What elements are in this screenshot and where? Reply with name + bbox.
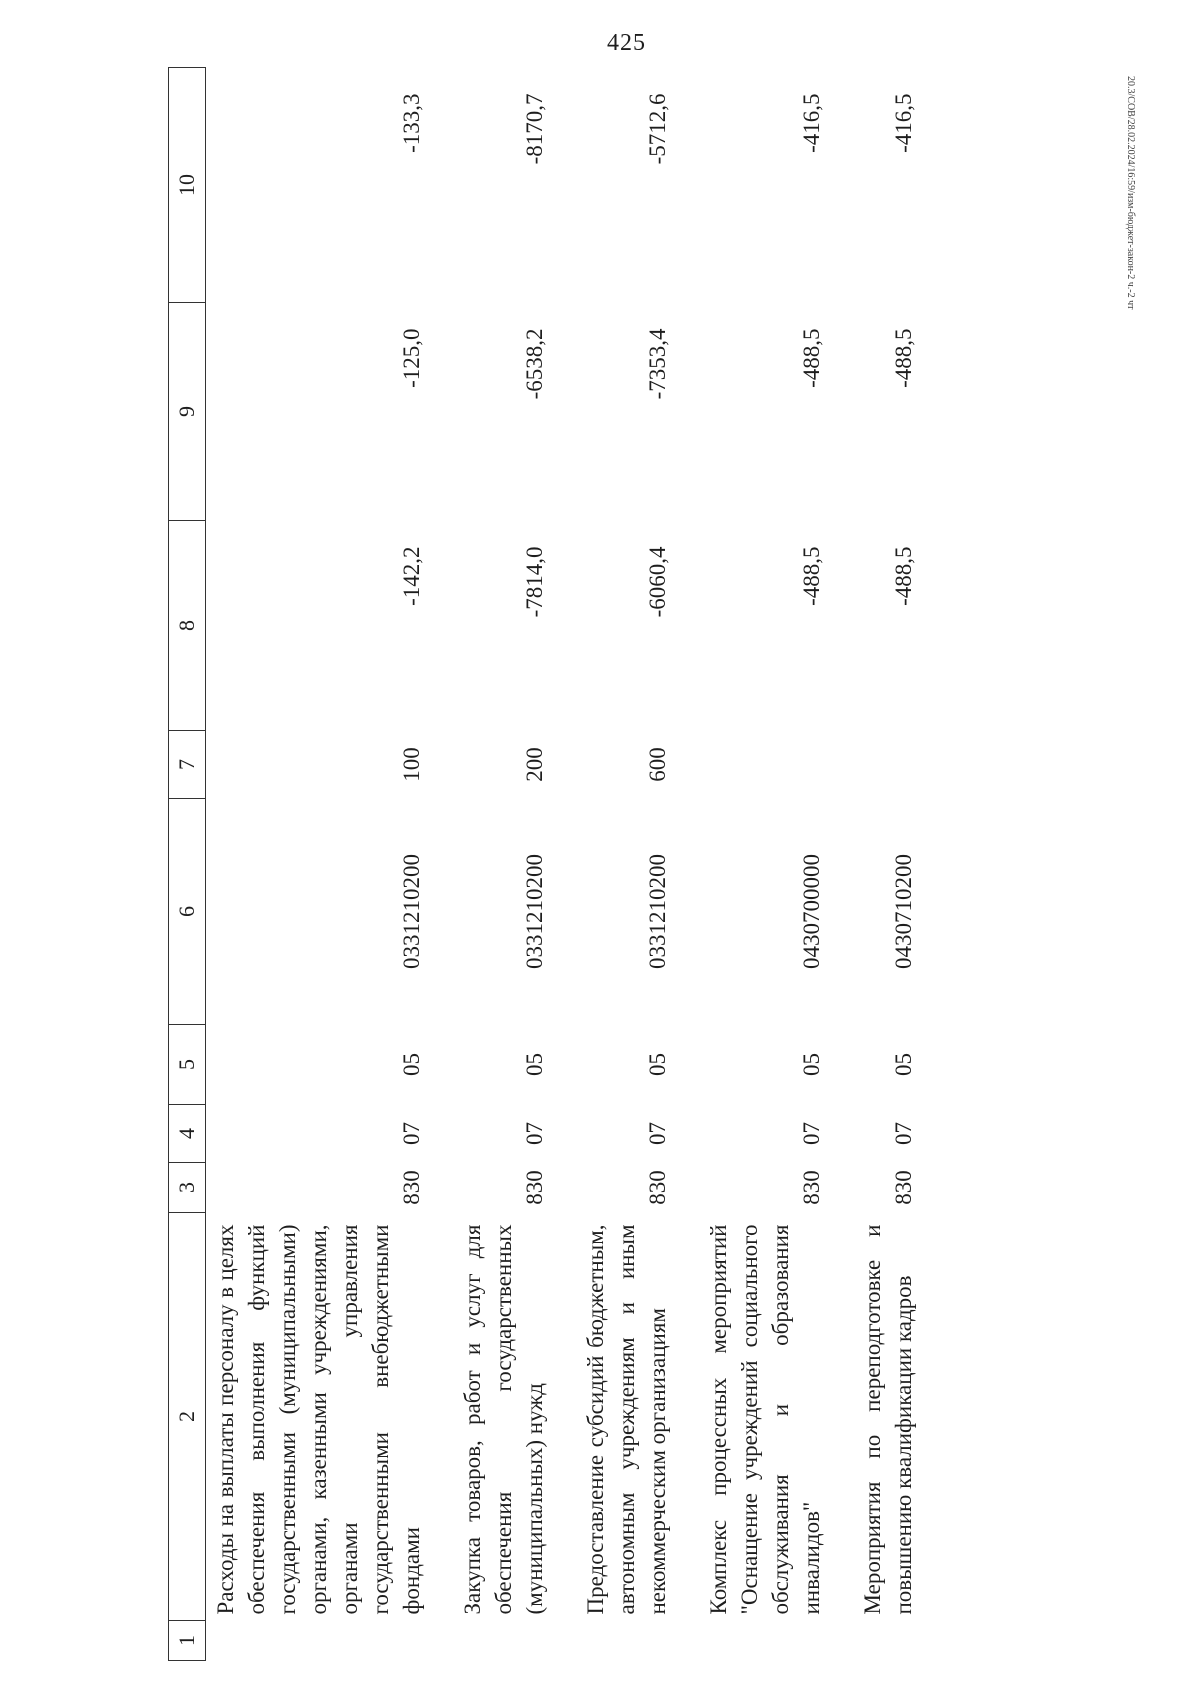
table-row [206, 68, 442, 1661]
amount-col-10: -8170,7 [522, 93, 547, 165]
column-header: 5 [169, 1025, 206, 1105]
expense-type-code: 200 [522, 747, 547, 782]
ministry-code: 830 [799, 1170, 824, 1205]
section-code: 07 [522, 1122, 547, 1145]
amount-col-9: -6538,2 [522, 328, 547, 400]
expense-type-code: 100 [399, 747, 424, 782]
cell-empty [841, 1621, 933, 1661]
budget-table-sheet [168, 68, 1048, 1661]
section-code: 07 [645, 1122, 670, 1145]
amount-col-9: -7353,4 [645, 328, 670, 400]
target-article-code: 0430710200 [891, 854, 916, 969]
column-header: 3 [169, 1163, 206, 1213]
amount-col-8: -7814,0 [522, 546, 547, 618]
section-code: 07 [891, 1122, 916, 1145]
expense-description: Комплекс процессных мероприятий "Оснащение учреждений социального обслуживания и образования инвалидов" [706, 1224, 824, 1615]
subsection-code: 05 [399, 1053, 424, 1076]
ministry-code: 830 [891, 1170, 916, 1205]
cell-empty [687, 1621, 841, 1661]
ministry-code: 830 [645, 1170, 670, 1205]
column-header: 1 [169, 1621, 206, 1661]
column-header: 6 [169, 799, 206, 1025]
subsection-code: 05 [522, 1053, 547, 1076]
subsection-code: 05 [891, 1053, 916, 1076]
expense-description: Мероприятия по переподготовке и повышению квалификации кадров [860, 1224, 916, 1615]
amount-col-8: -488,5 [799, 546, 824, 606]
amount-col-9: -488,5 [799, 328, 824, 388]
amount-col-8: -142,2 [399, 546, 424, 606]
subsection-code: 05 [645, 1053, 670, 1076]
expense-type-code [841, 731, 933, 799]
expense-description: Расходы на выплаты персоналу в целях обеспечения выполнения функций государственными (муниципальными) органами, казенными учреждениями, органами управления государственными внебюджетными фондами [213, 1224, 424, 1615]
expense-type-code [687, 731, 841, 799]
table-row [687, 68, 841, 1661]
ministry-code: 830 [399, 1170, 424, 1205]
target-article-code: 0331210200 [399, 854, 424, 969]
amount-col-10: -133,3 [399, 93, 424, 153]
amount-col-8: -6060,4 [645, 546, 670, 618]
target-article-code: 0331210200 [522, 854, 547, 969]
amount-col-9: -488,5 [891, 328, 916, 388]
column-header: 2 [169, 1213, 206, 1621]
column-header: 7 [169, 731, 206, 799]
amount-col-10: -416,5 [891, 93, 916, 153]
subsection-code: 05 [799, 1053, 824, 1076]
page-number: 425 [607, 30, 646, 56]
table-row [441, 68, 564, 1661]
amount-col-10: -416,5 [799, 93, 824, 153]
column-header: 9 [169, 303, 206, 521]
table-row [841, 68, 933, 1661]
section-code: 07 [799, 1122, 824, 1145]
column-header: 4 [169, 1105, 206, 1163]
document-footer-code: 20.3/СОВ/28.02.2024/16:59/изм-бюджет-закон-2 ч.-2 чт [1125, 76, 1136, 310]
expense-description: Закупка товаров, работ и услуг для обеспечения государственных (муниципальных) нужд [460, 1224, 547, 1615]
cell-empty [441, 1621, 564, 1661]
target-article-code: 0331210200 [645, 854, 670, 969]
column-header: 8 [169, 521, 206, 731]
cell-empty [206, 1621, 442, 1661]
column-header: 10 [169, 68, 206, 303]
amount-col-9: -125,0 [399, 328, 424, 388]
table-header-row [169, 68, 206, 1661]
cell-empty [564, 1621, 687, 1661]
section-code: 07 [399, 1122, 424, 1145]
expense-type-code: 600 [645, 747, 670, 782]
ministry-code: 830 [522, 1170, 547, 1205]
expense-description: Предоставление субсидий бюджетным, автономным учреждениям и иным некоммерческим организациям [583, 1224, 670, 1615]
table-row [564, 68, 687, 1661]
budget-table [168, 67, 933, 1661]
target-article-code: 0430700000 [799, 854, 824, 969]
amount-col-8: -488,5 [891, 546, 916, 606]
amount-col-10: -5712,6 [645, 93, 670, 165]
